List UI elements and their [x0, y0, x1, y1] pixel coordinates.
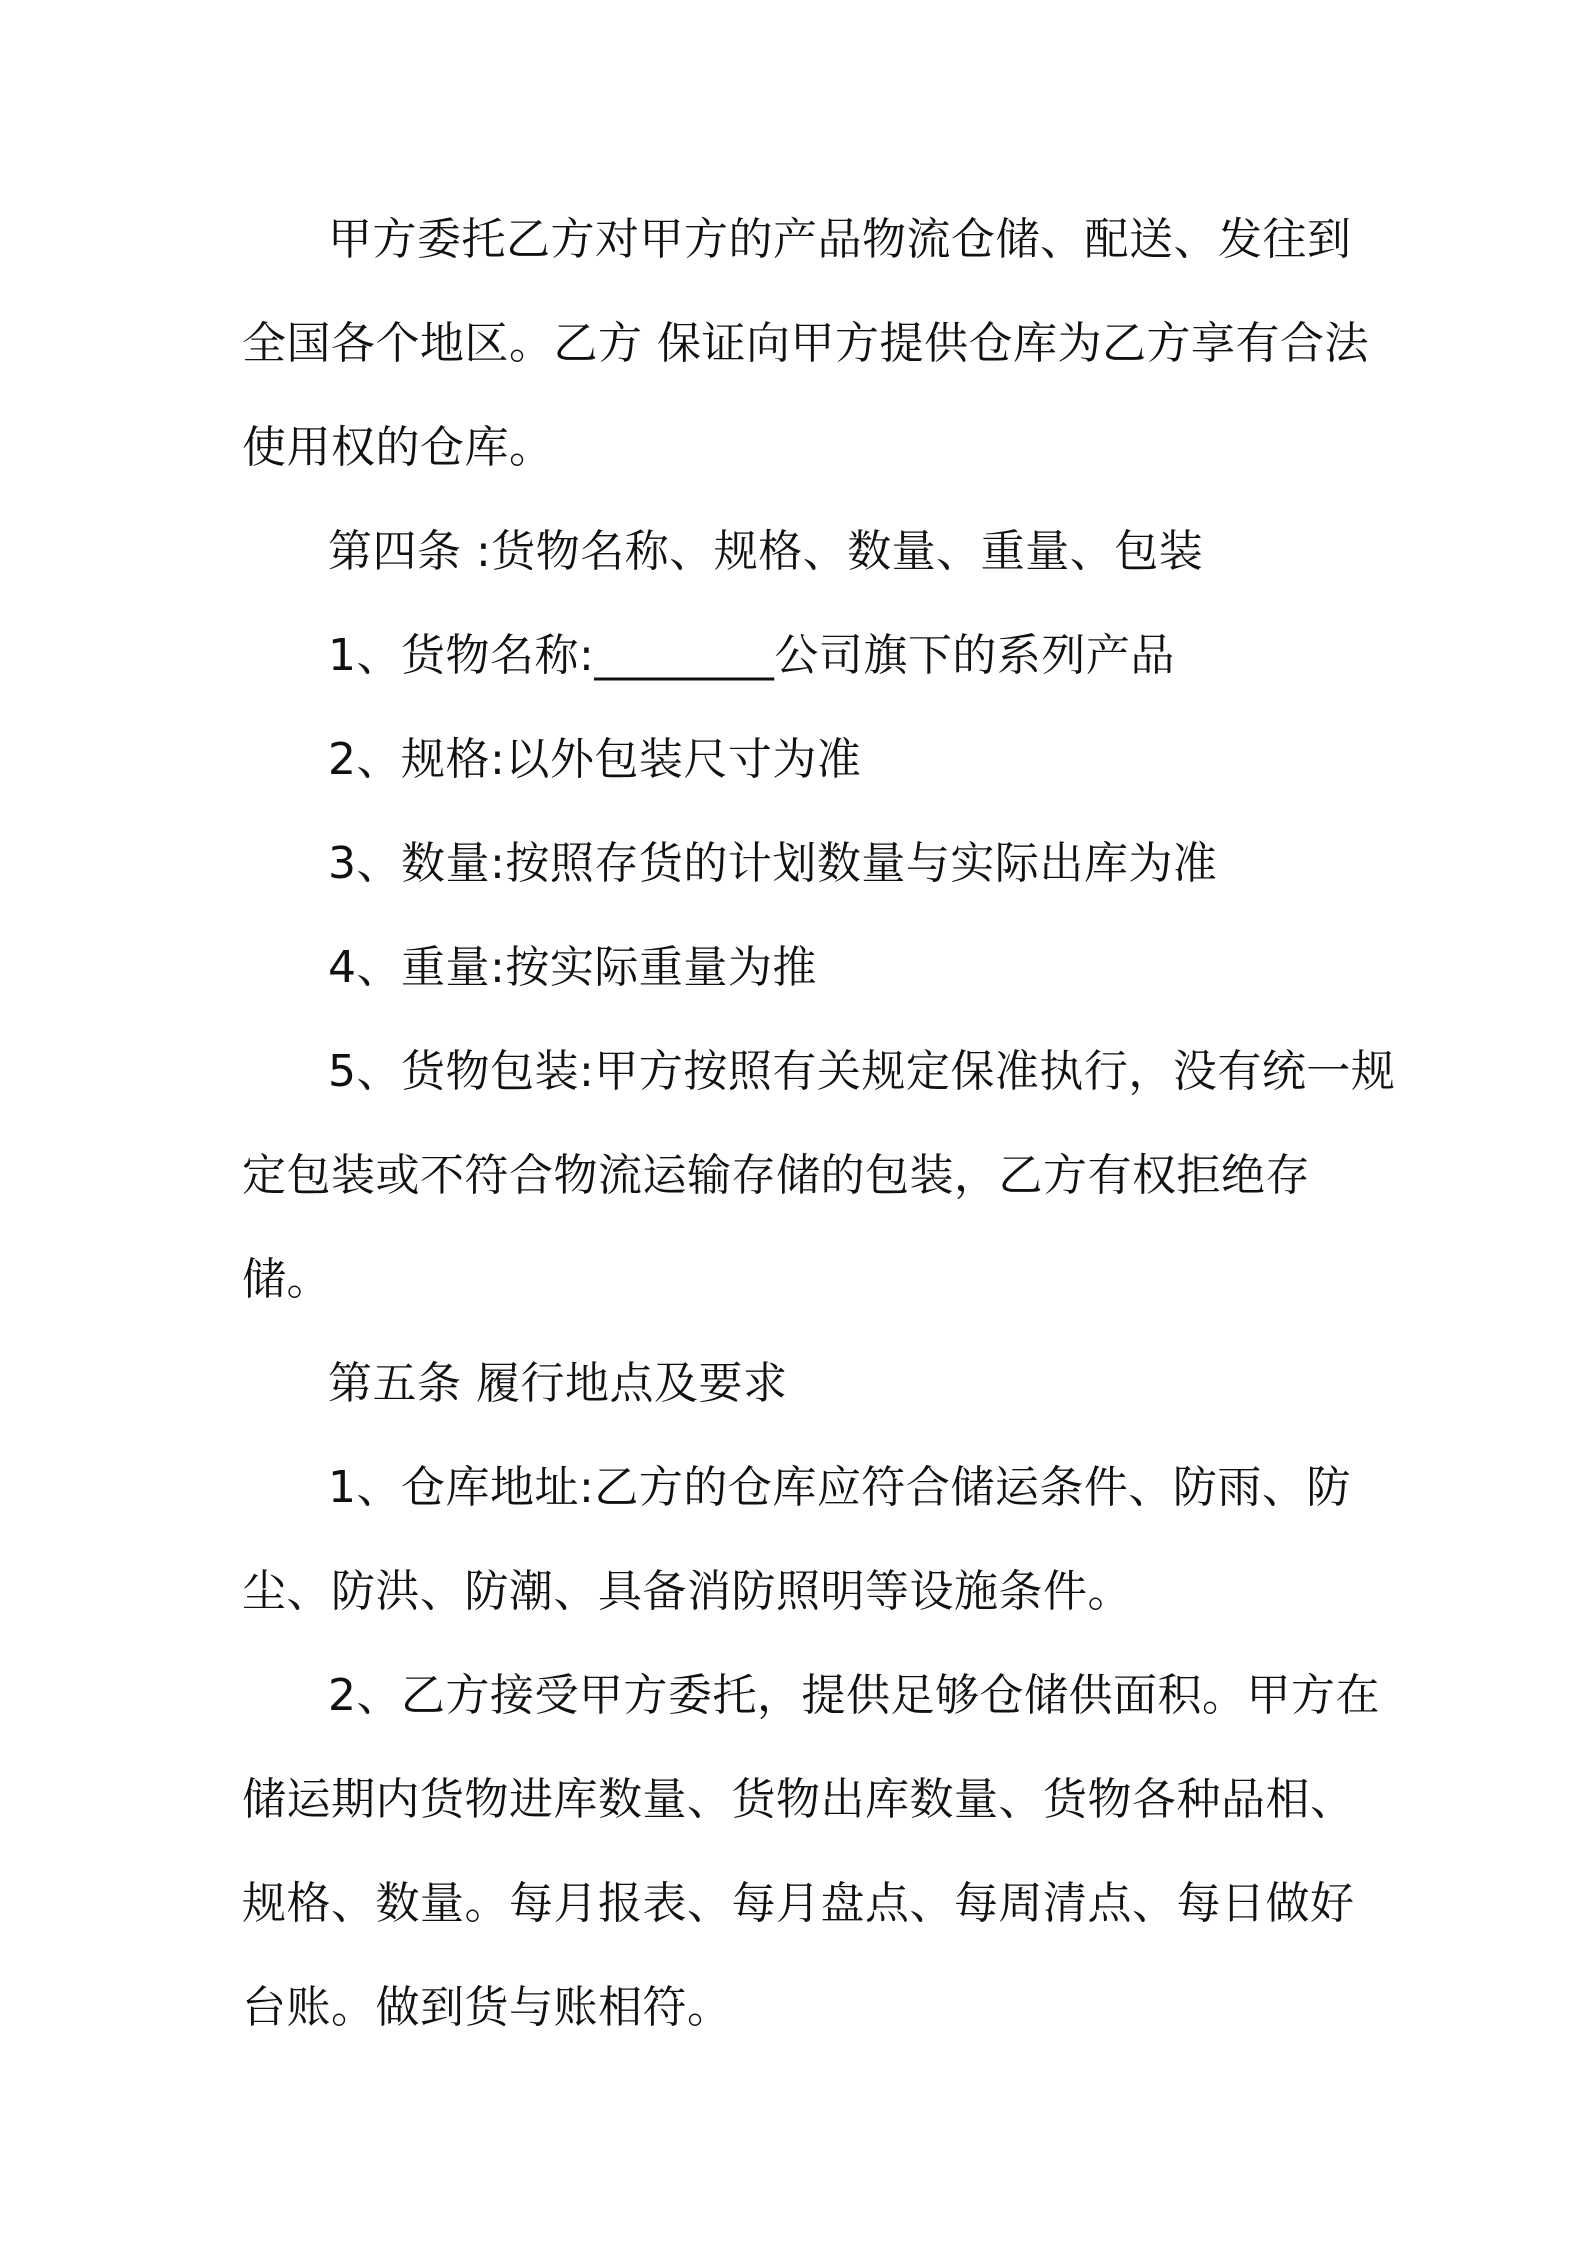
- article-4-item-1: 1、货物名称:________公司旗下的系列产品: [328, 630, 1175, 681]
- article-5-item-1-line-1: 1、仓库地址:乙方的仓库应符合储运条件、防雨、防: [328, 1462, 1351, 1513]
- article-5-item-2-line-4: 台账。做到货与账相符。: [242, 1982, 732, 2033]
- article-4-item-4: 4、重量:按实际重量为推: [328, 942, 817, 993]
- article-4-item-2: 2、规格:以外包装尺寸为准: [328, 734, 862, 785]
- article-4-heading: 第四条 :货物名称、规格、数量、重量、包装: [328, 526, 1204, 577]
- article-5-heading: 第五条 履行地点及要求: [328, 1358, 788, 1409]
- article-5-item-2-line-2: 储运期内货物进库数量、货物出库数量、货物各种品相、: [242, 1774, 1355, 1825]
- paragraph-1-line-1: 甲方委托乙方对甲方的产品物流仓储、配送、发往到: [328, 214, 1352, 265]
- paragraph-1-line-2: 全国各个地区。乙方 保证向甲方提供仓库为乙方享有合法: [242, 318, 1369, 369]
- article-5-item-1-line-2: 尘、防洪、防潮、具备消防照明等设施条件。: [242, 1566, 1132, 1617]
- article-4-item-3: 3、数量:按照存货的计划数量与实际出库为准: [328, 838, 1218, 889]
- paragraph-1-line-3: 使用权的仓库。: [242, 422, 554, 473]
- article-4-item-5-line-2: 定包装或不符合物流运输存储的包装，乙方有权拒绝存: [242, 1150, 1310, 1201]
- article-5-item-2-line-1: 2、乙方接受甲方委托，提供足够仓储供面积。甲方在: [328, 1670, 1380, 1721]
- article-5-item-2-line-3: 规格、数量。每月报表、每月盘点、每周清点、每日做好: [242, 1878, 1355, 1929]
- article-4-item-5-line-3: 储。: [242, 1254, 331, 1305]
- article-4-item-5-line-1: 5、货物包装:甲方按照有关规定保准执行，没有统一规: [328, 1046, 1396, 1097]
